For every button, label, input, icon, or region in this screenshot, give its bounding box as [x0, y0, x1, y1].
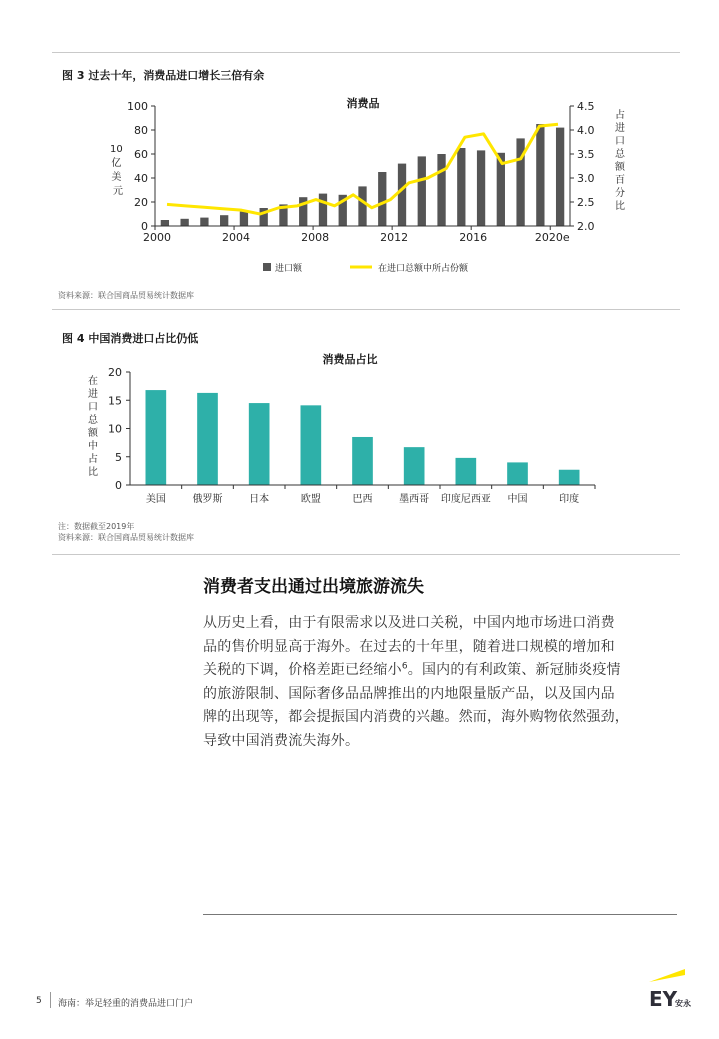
chart3-left-tick-label: 80 [134, 124, 148, 137]
footnote-ref: 6 [401, 661, 408, 672]
chart4-category-label: 印度尼西亚 [440, 494, 491, 505]
ey-logo-beam [649, 969, 685, 982]
axis-label-char: 进 [615, 123, 625, 134]
chart3-x-tick-label: 2016 [459, 231, 488, 244]
axis-label-char: 在 [88, 376, 98, 387]
chart3-bar-2004 [240, 212, 248, 226]
body-paragraph [203, 612, 673, 753]
body-line-6: 导致中国消费流失海外。 [203, 732, 360, 749]
chart4-bar-3 [301, 405, 322, 485]
chart3-right-axis-label [615, 108, 626, 212]
chart3-right-tick-label: 2.5 [577, 196, 595, 209]
legend-label-imports: 进口额 [275, 264, 303, 274]
chart3-x-tick-label: 2008 [301, 231, 330, 244]
axis-label-char: 总 [88, 415, 98, 426]
figure3-source: 资料来源：联合国商品贸易统计数据库 [58, 291, 194, 300]
chart3-bar-2012 [398, 164, 406, 226]
axis-label-char: 进 [88, 389, 98, 400]
chart4-bar-1 [197, 393, 218, 485]
axis-label-char: 分 [615, 188, 625, 199]
chart3-left-axis-label-part2: 亿 [111, 158, 122, 169]
axis-label-char: 额 [615, 162, 625, 173]
body-line-2: 品的售价明显高于海外。在过去的十年里，随着进口规模的增加和 [203, 638, 615, 655]
top-divider [52, 52, 680, 53]
chart4-category-label: 中国 [507, 494, 528, 505]
chart3-bar-2013 [418, 156, 426, 226]
chart3-left-tick-label: 0 [141, 220, 148, 233]
footer-separator [50, 992, 51, 1008]
figure4-title: 图 4 中国消费进口占比仍低 [62, 332, 199, 345]
chart3-left-tick-label: 60 [134, 148, 148, 161]
axis-label-char: 百 [615, 175, 625, 186]
chart4-y-tick-label: 0 [115, 479, 122, 492]
chart4-category-label: 印度 [559, 494, 580, 505]
body-line-1: 从历史上看，由于有限需求以及进口关税，中国内地市场进口消费 [203, 615, 615, 631]
chart4-y-tick-label: 10 [108, 422, 122, 436]
figure4-divider [52, 554, 680, 555]
page-number: 5 [36, 996, 42, 1006]
ey-logo-text: EY [649, 987, 678, 1011]
chart4-y-axis-label [88, 374, 99, 478]
chart4-category-label: 日本 [249, 494, 270, 505]
chart3-title: 消费品 [346, 97, 380, 110]
legend-label-share: 在进口总额中所占份额 [378, 264, 469, 274]
axis-label-char: 比 [88, 467, 98, 478]
chart4-title: 消费品占比 [322, 353, 378, 366]
axis-label-char: 总 [615, 149, 625, 160]
share-chart [0, 348, 719, 518]
chart4-y-tick-label: 20 [108, 366, 122, 379]
chart4-category-label: 墨西哥 [399, 494, 430, 505]
chart4-bar-8 [559, 470, 580, 485]
chart4-y-tick-label: 5 [115, 450, 122, 464]
chart3-right-tick-label: 3.0 [577, 172, 595, 185]
chart4-category-label: 巴西 [352, 494, 373, 505]
chart3-x-tick-label: 2020e [534, 231, 570, 244]
figure4-source: 资料来源：联合国商品贸易统计数据库 [58, 533, 194, 542]
chart4-bar-5 [404, 447, 425, 485]
chart3-x-tick-label: 2000 [143, 231, 171, 244]
chart3-bar-2002 [200, 218, 208, 226]
chart3-bar-2014 [437, 154, 445, 226]
chart3-bar-2010 [358, 186, 366, 226]
chart3-left-axis-label [110, 144, 126, 197]
chart4-bar-6 [456, 458, 477, 485]
footer-title: 海南：举足轻重的消费品进口门户 [58, 999, 194, 1009]
chart4-bar-4 [352, 437, 373, 485]
body-line-5: 牌的出现等，都会提振国内消费的兴趣。然而，海外购物依然强劲， [203, 709, 629, 725]
chart3-bar-2000 [161, 220, 169, 226]
chart4-category-label: 欧盟 [300, 494, 321, 505]
chart3-right-tick-label: 4.5 [577, 100, 595, 113]
chart4-bar-7 [507, 462, 528, 485]
ey-logo [645, 966, 705, 1016]
chart3-bar-2016 [477, 150, 485, 226]
chart3-bar-2019 [536, 124, 544, 226]
chart3-bar-2001 [180, 219, 188, 226]
chart3-left-tick-label: 20 [134, 196, 148, 209]
chart3-right-tick-label: 4.0 [577, 124, 595, 137]
axis-label-char: 口 [615, 136, 625, 147]
chart3-left-tick-label: 100 [127, 100, 148, 113]
chart3-bar-2020 [556, 128, 564, 226]
import-chart [0, 90, 719, 305]
chart4-category-label: 美国 [145, 494, 166, 505]
ey-logo-cn: 安永 [675, 999, 691, 1008]
chart3-x-tick-label: 2004 [222, 231, 251, 244]
chart4-bar-2 [249, 403, 270, 485]
figure3-divider [52, 309, 680, 310]
body-line-3: 关税的下调，价格差距已经缩小 [203, 662, 402, 678]
chart4-category-label: 俄罗斯 [192, 494, 223, 505]
chart3-left-axis-label-part1: 10 [110, 144, 123, 155]
body-line-4: 的旅游限制、国际奢侈品品牌推出的内地限量版产品，以及国内品 [203, 685, 615, 702]
axis-label-char: 中 [88, 441, 98, 452]
chart3-left-tick-label: 40 [134, 172, 148, 185]
figure4-note: 注：数据截至2019年 [58, 522, 135, 531]
axis-label-char: 比 [615, 201, 625, 212]
chart3-right-tick-label: 3.5 [577, 148, 595, 161]
figure3-title: 图 3 过去十年，消费品进口增长三倍有余 [62, 69, 265, 82]
section-bottom-divider [203, 914, 677, 915]
chart3-bar-2011 [378, 172, 386, 226]
axis-label-char: 口 [88, 402, 98, 413]
axis-label-char: 额 [88, 428, 98, 439]
axis-label-char: 占 [615, 110, 625, 121]
chart3-left-axis-label-part3: 美 [111, 172, 122, 183]
axis-label-char: 占 [88, 454, 98, 465]
chart3-x-tick-label: 2012 [380, 231, 409, 244]
section-title: 消费者支出通过出境旅游流失 [203, 577, 424, 597]
chart4-bar-0 [146, 390, 167, 485]
body-line-3b: 。国内的有利政策、新冠肺炎疫情 [407, 662, 621, 678]
chart3-left-axis-label-part4: 元 [113, 186, 123, 197]
chart3-bar-2008 [319, 194, 327, 226]
chart3-bar-2015 [457, 148, 465, 226]
chart3-bar-2003 [220, 215, 228, 226]
legend-swatch-imports [263, 263, 271, 271]
chart3-right-tick-label: 2.0 [577, 220, 595, 233]
chart4-y-tick-label: 15 [108, 394, 122, 408]
